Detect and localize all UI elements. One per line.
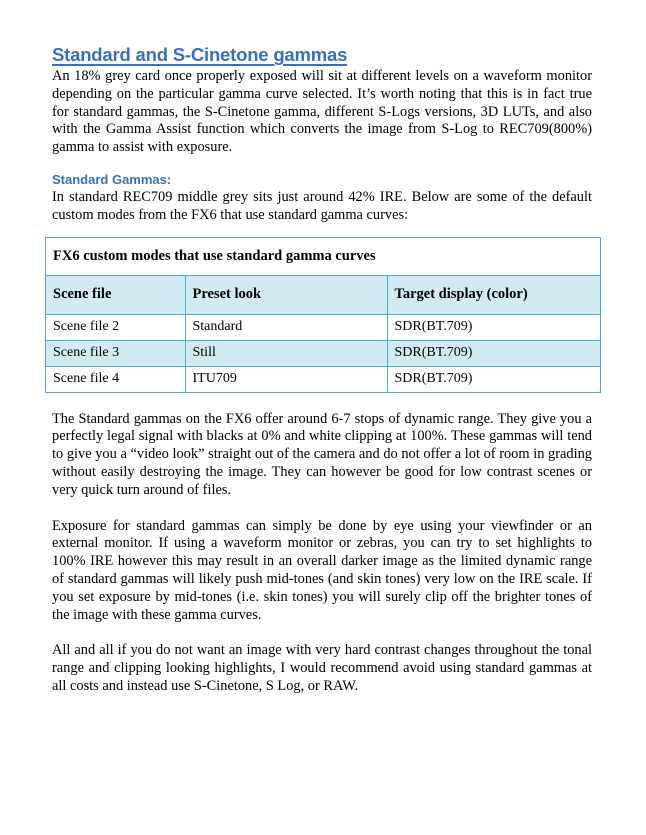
table-row	[46, 314, 600, 340]
intro-paragraph: An 18% grey card once properly exposed will sit at different levels on a waveform monitor depending on the particular gamma curve selected. It’s worth noting that this is in fact true for standard gammas, the S-Cinetone gamma, different S-Logs versions, 3D LUTs, and also with the Gamma Assist function which converts the image from S-Log to REC709(800%) gamma to assist with exposure.	[52, 68, 592, 156]
table-caption: FX6 custom modes that use standard gamma curves	[46, 238, 600, 276]
table-header-row	[46, 275, 600, 314]
table-cell: ITU709	[185, 366, 387, 392]
section-heading: Standard and S-Cinetone gammas	[52, 44, 348, 65]
column-header-scene-file: Scene file	[46, 275, 185, 314]
dynamic-range-paragraph: The Standard gammas on the FX6 offer around 6-7 stops of dynamic range. They give you a perfectly legal signal with blacks at 0% and white clipping at 100%. These gammas will tend to give you a “video look” straight out of the camera and do not offer a lot of room in grading without easily destroying the image. They can however be good for low contrast scenes or very quick turn around of files.	[52, 410, 592, 498]
table-cell: SDR(BT.709)	[387, 340, 600, 366]
table-row	[46, 340, 600, 366]
subsection-heading: Standard Gammas:	[52, 171, 172, 187]
table-cell: Still	[185, 340, 387, 366]
document-page	[52, 44, 592, 696]
column-header-target-display: Target display (color)	[387, 275, 600, 314]
custom-modes-table-container	[45, 237, 601, 393]
table-caption-row	[46, 238, 600, 276]
standard-gammas-paragraph: In standard REC709 middle grey sits just around 42% IRE. Below are some of the default custom modes from the FX6 that use standard gamma curves:	[52, 188, 592, 223]
recommendation-paragraph: All and all if you do not want an image with very hard contrast changes throughout the tonal range and clipping looking highlights, I would recommend avoid using standard gammas at all costs and instead use S-Cinetone, S Log, or RAW.	[52, 642, 592, 694]
table-cell: Scene file 3	[46, 340, 185, 366]
column-header-preset-look: Preset look	[185, 275, 387, 314]
table-cell: Scene file 4	[46, 366, 185, 392]
table-cell: SDR(BT.709)	[394, 371, 473, 387]
table-cell: Standard	[185, 314, 387, 340]
table-cell: Scene file 2	[46, 314, 185, 340]
table-row	[46, 366, 600, 392]
custom-modes-table	[46, 238, 600, 392]
table-cell: SDR(BT.709)	[387, 314, 600, 340]
exposure-paragraph: Exposure for standard gammas can simply be done by eye using your viewfinder or an external monitor. If using a waveform monitor or zebras, you can try to set highlights to 100% IRE however this may result in an overall darker image as the limited dynamic range of standard gammas will likely push mid-tones (and skin tones) very low on the IRE scale. If you set exposure by mid-tones (i.e. skin tones) you will surely clip off the brighter tones of the image with these gamma curves.	[52, 517, 592, 623]
